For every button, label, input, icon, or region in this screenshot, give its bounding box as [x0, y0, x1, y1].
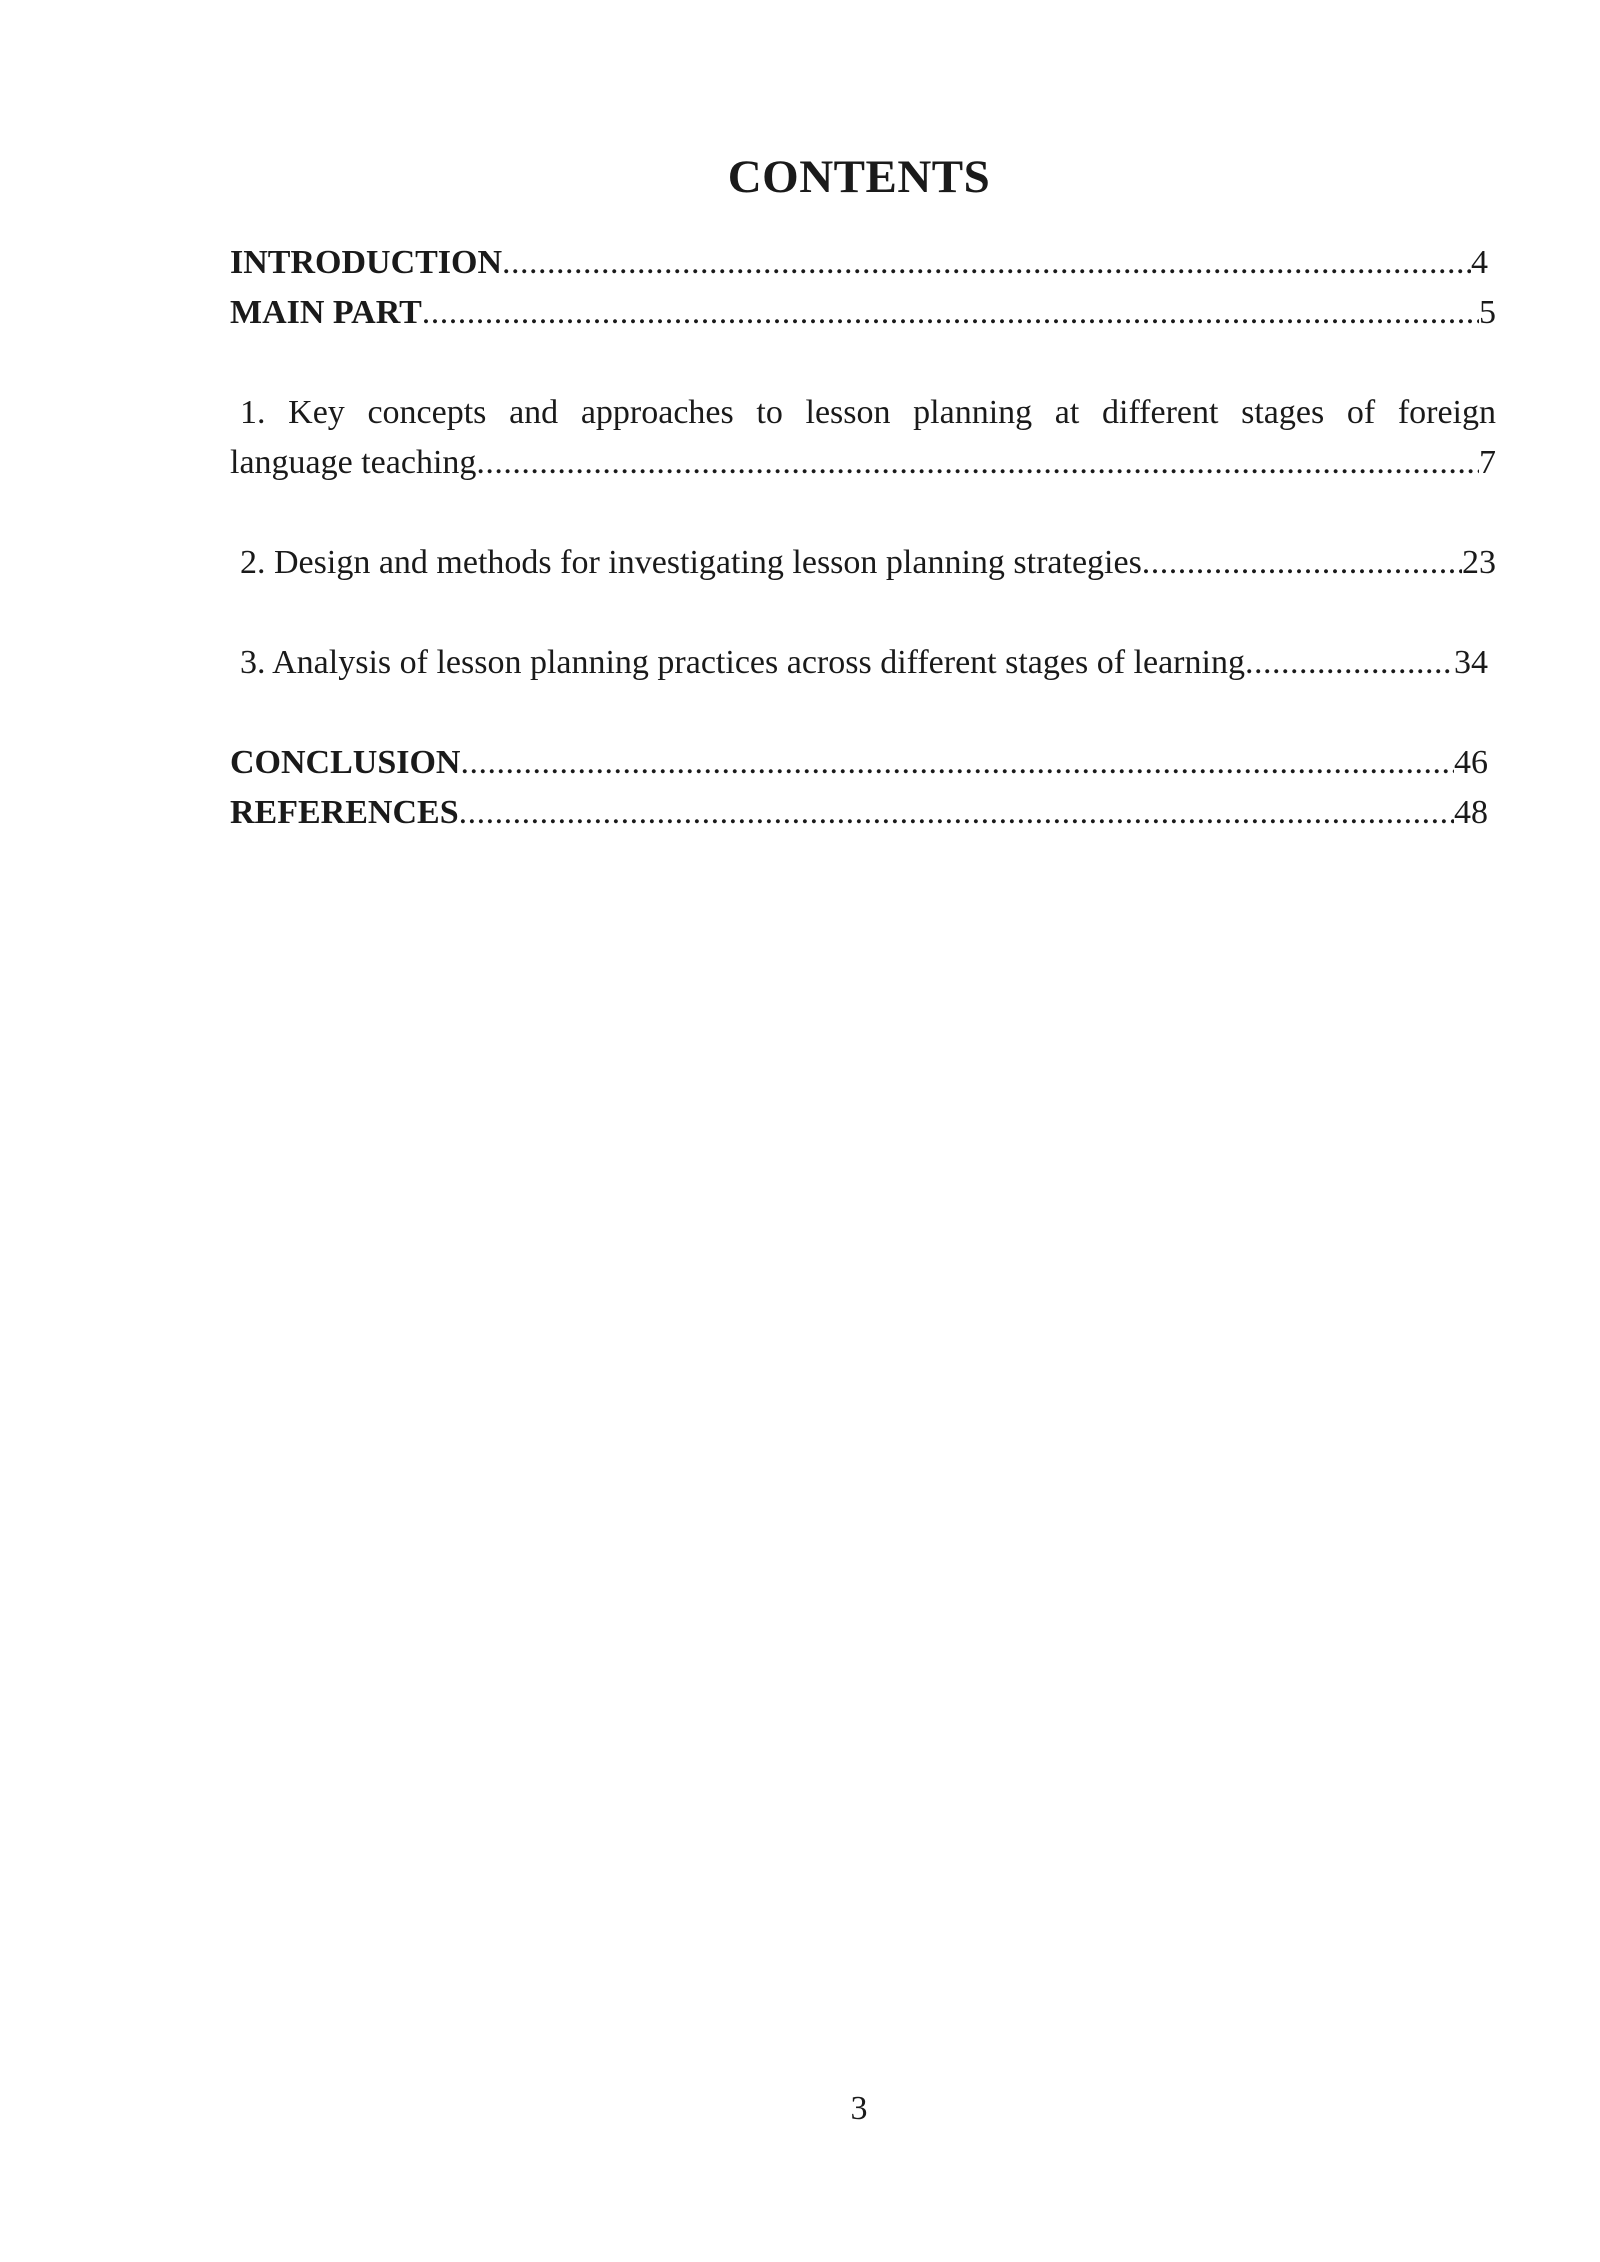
toc-entry-introduction[interactable] [230, 238, 1488, 288]
page-title: CONTENTS [727, 151, 991, 203]
table-of-contents [230, 238, 1496, 838]
toc-label: REFERENCES [230, 794, 459, 831]
toc-entry-section-2[interactable] [230, 538, 1496, 588]
toc-page-number: 4 [1471, 244, 1488, 281]
toc-page-number: 23 [1462, 544, 1496, 581]
toc-label-line-1: 1. Key concepts and approaches to lesson planning at different stages of foreign [240, 394, 1496, 431]
toc-label: 2. Design and methods for investigating lesson planning strategies [240, 544, 1142, 581]
toc-entry-section-1[interactable] [230, 388, 1496, 488]
toc-page-number: 5 [1479, 294, 1496, 331]
toc-entry-main-part[interactable] [230, 288, 1496, 338]
toc-label: CONCLUSION [230, 744, 461, 781]
page-number: 3 [850, 2090, 868, 2127]
toc-label: INTRODUCTION [230, 244, 503, 281]
toc-entry-section-3[interactable] [230, 638, 1488, 688]
dot-leader [422, 288, 1479, 338]
dot-leader [1142, 538, 1462, 588]
toc-entry-references[interactable] [230, 788, 1488, 838]
dot-leader [459, 788, 1454, 838]
toc-page-number: 7 [1479, 444, 1496, 481]
dot-leader [476, 438, 1479, 488]
dot-leader [460, 738, 1454, 788]
toc-label: MAIN PART [230, 294, 422, 331]
toc-label-line-2: language teaching [230, 444, 477, 481]
dot-leader [1245, 638, 1454, 688]
toc-label: 3. Analysis of lesson planning practices across different stages of learning [240, 644, 1245, 681]
toc-page-number: 46 [1454, 744, 1488, 781]
toc-entry-conclusion[interactable] [230, 738, 1488, 788]
dot-leader [502, 238, 1471, 288]
toc-page-number: 34 [1454, 644, 1488, 681]
toc-page-number: 48 [1454, 794, 1488, 831]
